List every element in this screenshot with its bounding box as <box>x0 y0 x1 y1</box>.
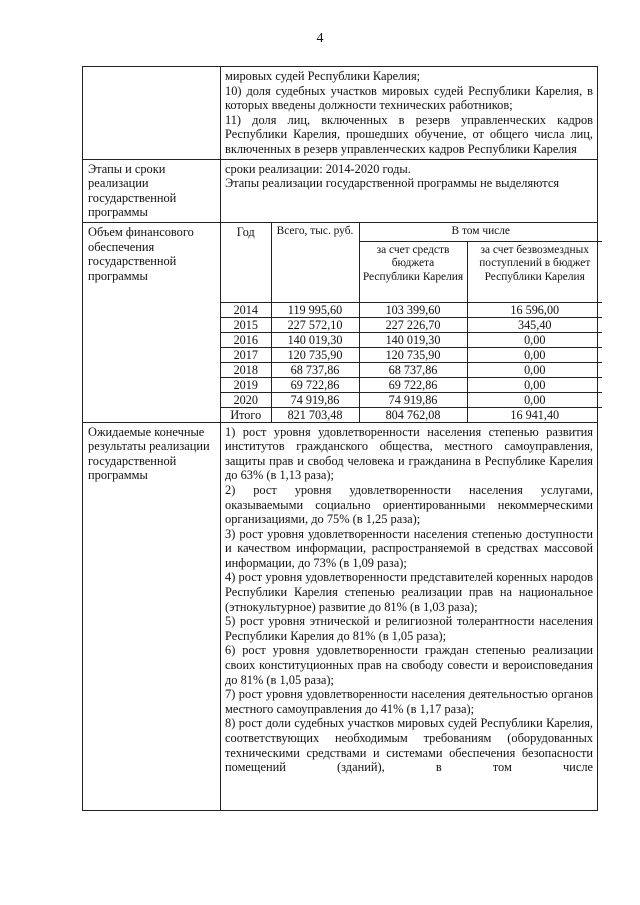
regional-cell: 227 226,70 <box>359 317 467 332</box>
passport-table <box>82 66 598 811</box>
grants-cell: 0,00 <box>467 332 602 347</box>
goals-content-cell <box>221 67 598 160</box>
header-year: Год <box>221 223 271 302</box>
grants-cell: 0,00 <box>467 392 602 407</box>
regional-cell: 140 019,30 <box>359 332 467 347</box>
year-cell: 2015 <box>221 317 271 332</box>
result-item-3: 3) рост уровня удовлетворенности населения степенью доступности и качеством информации, распространяемой в средствах массовой информации, до 73% (в 1,09 раза); <box>225 526 593 570</box>
finance-row-2018 <box>221 362 602 377</box>
grants-cell: 345,40 <box>467 317 602 332</box>
year-cell: 2018 <box>221 362 271 377</box>
total-cell: 68 737,86 <box>271 362 359 377</box>
results-content-cell <box>221 422 598 810</box>
goal-item-10: 10) доля судебных участков мировых судей Республики Карелия, в которых введены должности технических работников; <box>225 83 593 113</box>
year-cell: 2017 <box>221 347 271 362</box>
year-cell: 2016 <box>221 332 271 347</box>
finance-table <box>221 223 602 422</box>
grants-cell: 0,00 <box>467 362 602 377</box>
result-item-1: 1) рост уровня удовлетворенности населения степенью развития институтов гражданского общества, местного самоуправления, защиты прав и свобод человека и гражданина в Республике Карелия до 63% (в 1,13 раза); <box>225 424 593 483</box>
finance-row <box>83 222 598 422</box>
total-cell: 69 722,86 <box>271 377 359 392</box>
regional-cell: 68 737,86 <box>359 362 467 377</box>
finance-content-cell <box>221 222 598 422</box>
finance-row-2017 <box>221 347 602 362</box>
total-cell: 120 735,90 <box>271 347 359 362</box>
grants-cell: 16 941,40 <box>467 407 602 422</box>
result-item-7: 7) рост уровня удовлетворенности населения деятельностью органов местного самоуправления до 41% (в 1,17 раза); <box>225 687 593 716</box>
results-label: Ожидаемые конечные результаты реализации государственной программы <box>83 422 221 810</box>
goals-label-cell <box>83 67 221 160</box>
total-cell: 119 995,60 <box>271 302 359 317</box>
stages-line-1: сроки реализации: 2014-2020 годы. <box>225 161 411 176</box>
result-item-5: 5) рост уровня этнической и религиозной толерантности населения Республики Карелия до 81% (в 1,05 раза); <box>225 614 593 643</box>
regional-cell: 69 722,86 <box>359 377 467 392</box>
finance-row-2015 <box>221 317 602 332</box>
finance-row-2020 <box>221 392 602 407</box>
result-item-4: 4) рост уровня удовлетворенности представителей коренных народов Республики Карелия степенью реализации прав на национальное (этнокультурное) развитие до 81% (в 1,03 раза); <box>225 570 593 614</box>
finance-row-total <box>221 407 602 422</box>
header-regional-budget: за счет средств бюджета Республики Карелия <box>359 241 467 302</box>
finance-row-2016 <box>221 332 602 347</box>
header-including: В том числе <box>359 223 602 241</box>
year-cell: Итого <box>221 407 271 422</box>
finance-label: Объем финансового обеспечения государственной программы <box>83 222 221 422</box>
year-cell: 2014 <box>221 302 271 317</box>
grants-cell: 0,00 <box>467 347 602 362</box>
stages-line-2: Этапы реализации государственной программы не выделяются <box>225 176 560 191</box>
header-grants: за счет безвозмездных поступлений в бюджет Республики Карелия <box>467 241 602 302</box>
year-cell: 2019 <box>221 377 271 392</box>
regional-cell: 804 762,08 <box>359 407 467 422</box>
regional-cell: 103 399,60 <box>359 302 467 317</box>
page-number: 4 <box>316 31 324 46</box>
stages-row <box>83 159 598 222</box>
total-cell: 821 703,48 <box>271 407 359 422</box>
finance-row-2014 <box>221 302 602 317</box>
result-item-6: 6) рост уровня удовлетворенности граждан степенью реализации своих конституционных прав на свободу совести и вероисповедания до 81% (в 1,05 раза); <box>225 643 593 687</box>
goal-item-11: 11) доля лиц, включенных в резерв управленческих кадров Республики Карелия, прошедших обучение, от общего числа лиц, включенных в резерв управленческих кадров Республики Карелия <box>225 112 593 156</box>
finance-row-2019 <box>221 377 602 392</box>
grants-cell: 16 596,00 <box>467 302 602 317</box>
result-item-8: 8) рост доли судебных участков мировых судей Республики Карелия, соответствующих необходимым требованиям (оборудованных техническими средствами и системами обеспечения безопасности помещений (зданий), в том числе <box>225 716 593 775</box>
stages-content-cell <box>221 159 598 222</box>
regional-cell: 74 919,86 <box>359 392 467 407</box>
goals-line-prev: мировых судей Республики Карелия; <box>225 69 421 83</box>
header-total: Всего, тыс. руб. <box>271 223 359 302</box>
goals-row <box>83 67 598 160</box>
finance-header-row-1 <box>221 223 602 241</box>
stages-label: Этапы и сроки реализации государственной программы <box>83 159 221 222</box>
grants-cell: 0,00 <box>467 377 602 392</box>
results-row <box>83 422 598 810</box>
year-cell: 2020 <box>221 392 271 407</box>
total-cell: 140 019,30 <box>271 332 359 347</box>
result-item-2: 2) рост уровня удовлетворенности населения услугами, оказываемыми социально ориентированными некоммерческими организациями, до 75% (в 1,25 раза); <box>225 482 593 527</box>
regional-cell: 120 735,90 <box>359 347 467 362</box>
total-cell: 227 572,10 <box>271 317 359 332</box>
total-cell: 74 919,86 <box>271 392 359 407</box>
